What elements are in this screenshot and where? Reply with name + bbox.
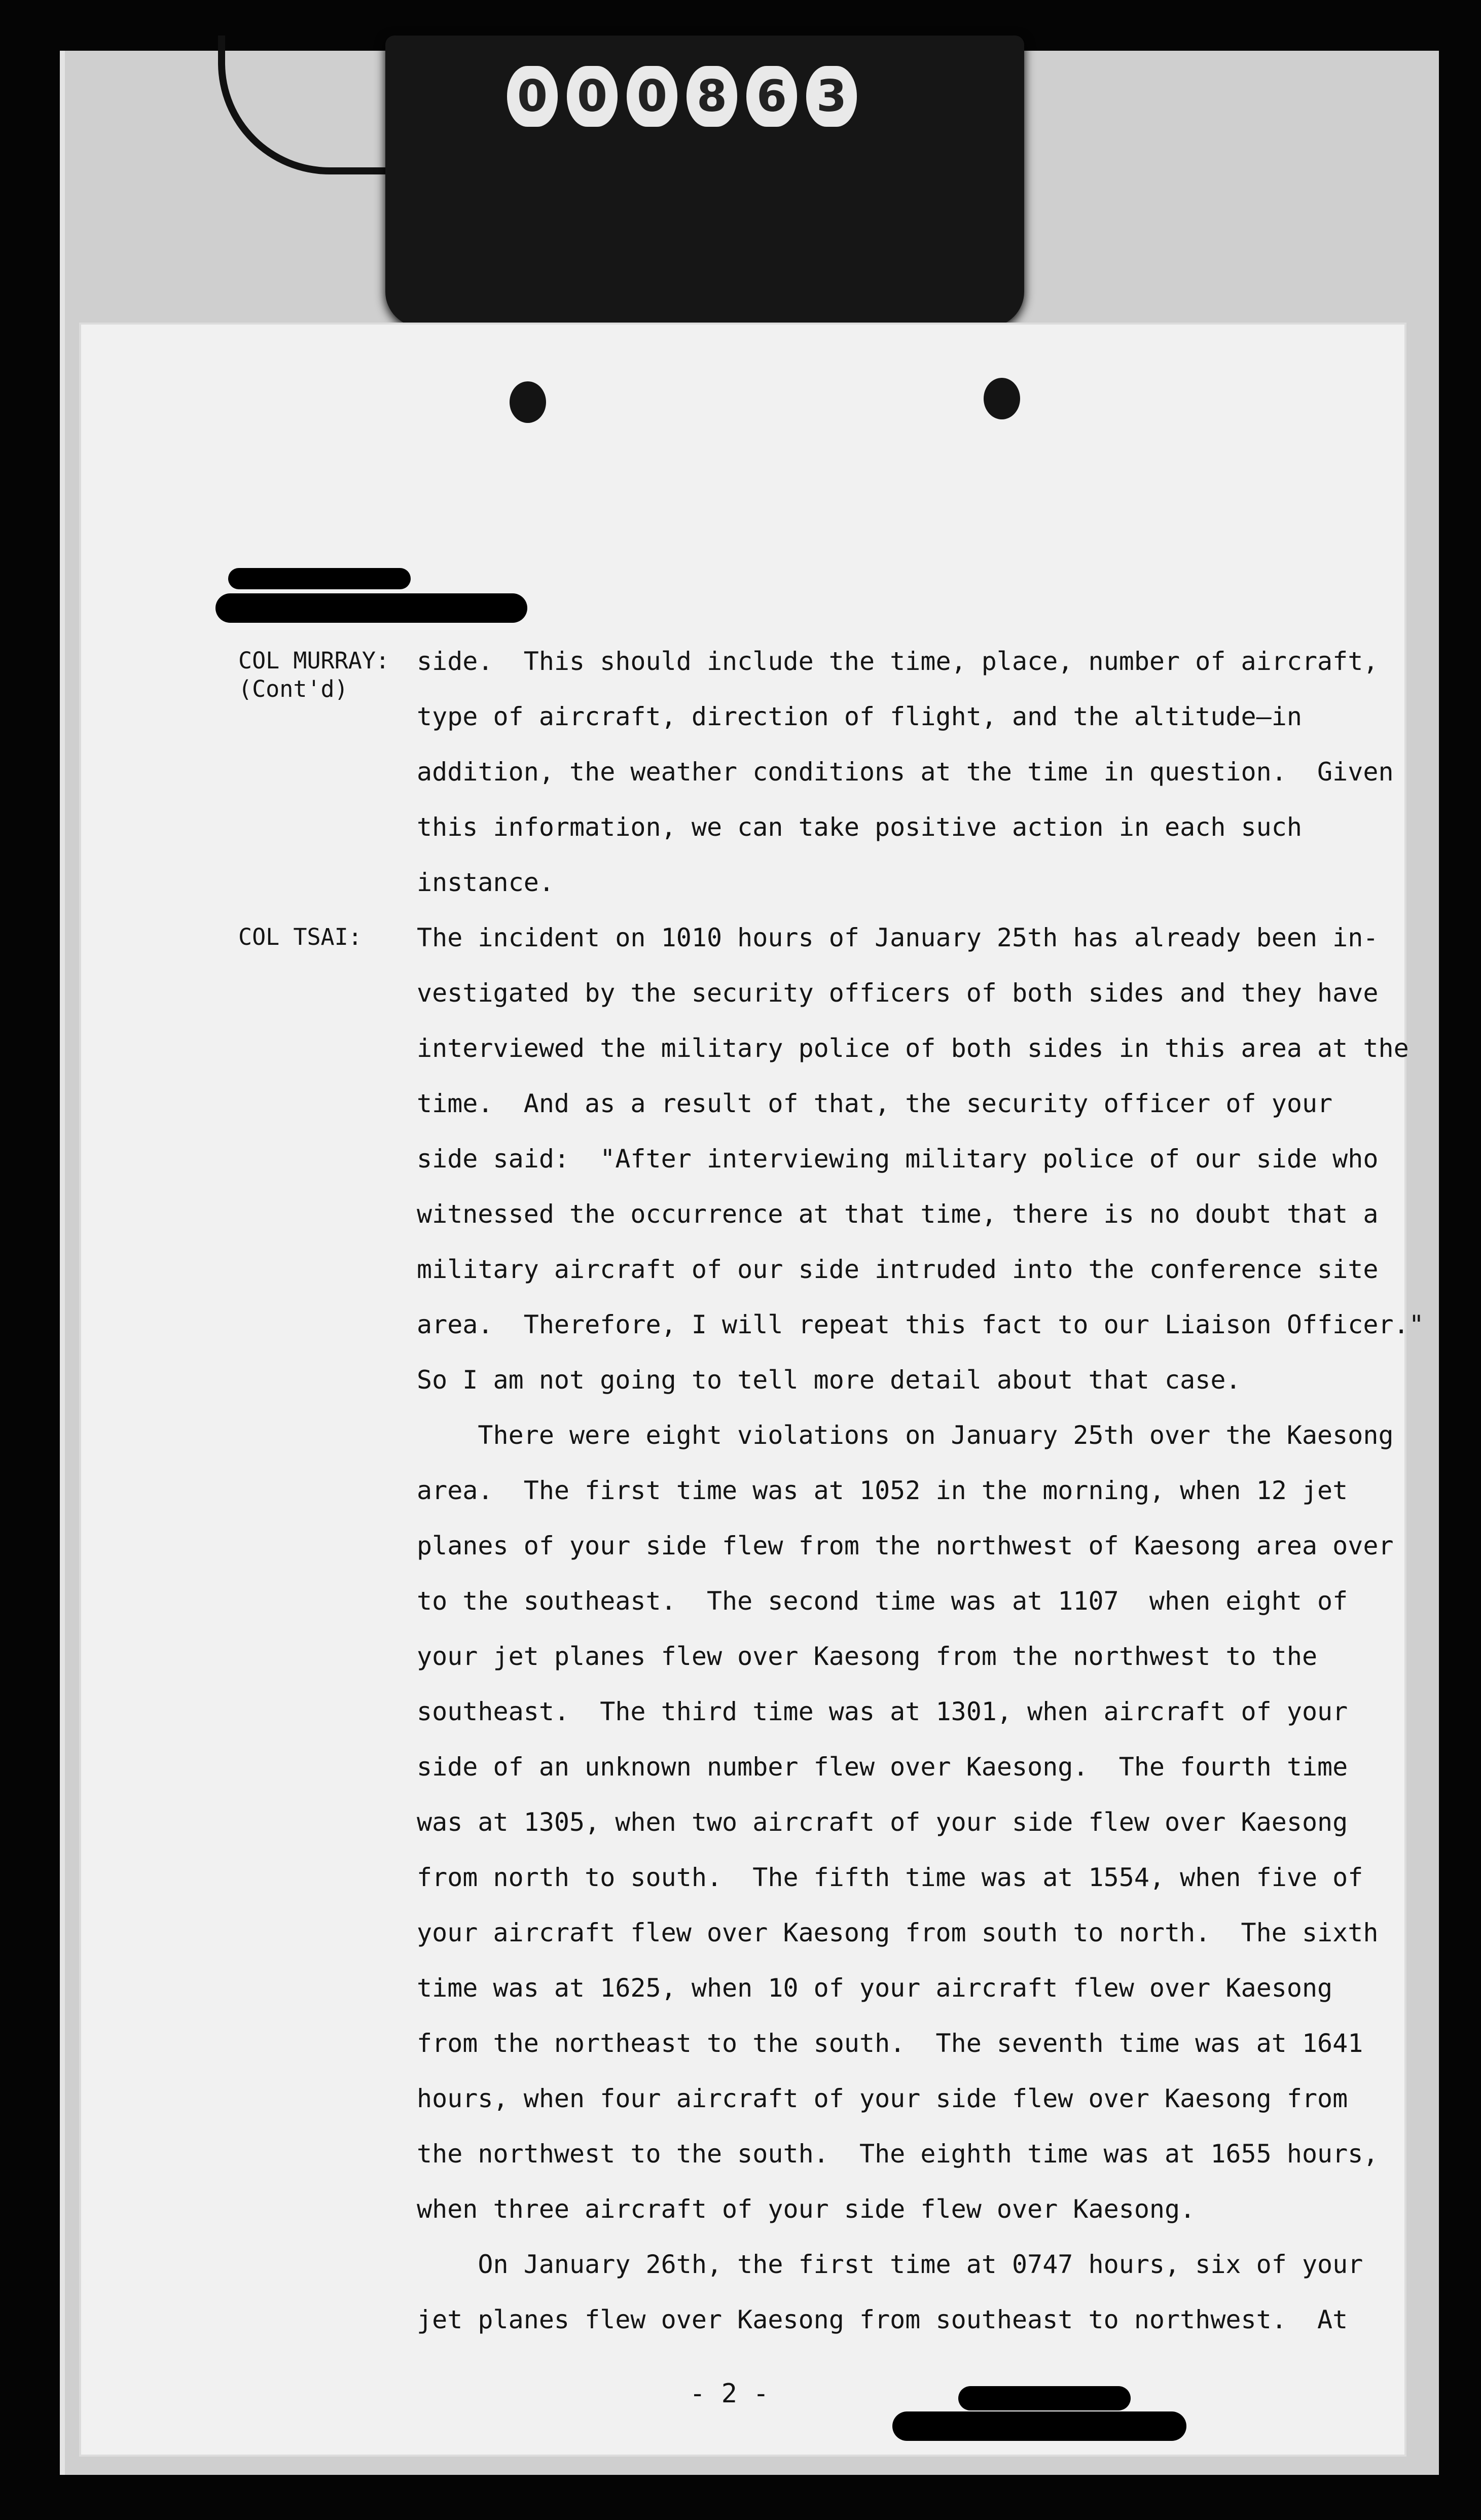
text-line: military aircraft of our side intruded into the conference site — [417, 1255, 1379, 1284]
text-line: area. The first time was at 1052 in the morning, when 12 jet — [417, 1476, 1348, 1505]
counter-digit: 0 — [567, 66, 618, 127]
text-line: your aircraft flew over Kaesong from south to north. The sixth — [417, 1918, 1379, 1947]
speech-murray — [417, 634, 1394, 910]
text-line: vestigated by the security officers of both sides and they have — [417, 978, 1379, 1008]
text-line: addition, the weather conditions at the time in question. Given — [417, 757, 1394, 787]
text-line: The incident on 1010 hours of January 25th has already been in- — [417, 923, 1379, 952]
speech-tsai — [417, 910, 1424, 2348]
text-line: instance. — [417, 868, 554, 897]
text-line: this information, we can take positive action in each such — [417, 812, 1302, 842]
text-line: southeast. The third time was at 1301, when aircraft of your — [417, 1697, 1348, 1726]
text-line: witnessed the occurrence at that time, there is no doubt that a — [417, 1199, 1379, 1229]
speaker-label-tsai: COL TSAI: — [238, 924, 362, 950]
text-line: planes of your side flew from the northwest of Kaesong area over — [417, 1531, 1394, 1560]
redaction-bar-footer-top — [958, 2386, 1131, 2410]
frame-counter-digits — [507, 66, 862, 132]
text-line: when three aircraft of your side flew over Kaesong. — [417, 2194, 1196, 2224]
text-line: jet planes flew over Kaesong from southeast to northwest. At — [417, 2305, 1348, 2334]
punch-hole-left — [510, 381, 546, 423]
text-line: from the northeast to the south. The seventh time was at 1641 — [417, 2029, 1363, 2058]
text-line: interviewed the military police of both sides in this area at the — [417, 1034, 1409, 1063]
text-line: side said: "After interviewing military police of our side who — [417, 1144, 1379, 1174]
counter-digit: 8 — [687, 66, 737, 127]
text-line: was at 1305, when two aircraft of your side flew over Kaesong — [417, 1807, 1348, 1837]
counter-digit: 3 — [806, 66, 857, 127]
text-line: side. This should include the time, place, number of aircraft, — [417, 647, 1379, 676]
text-line: hours, when four aircraft of your side flew over Kaesong from — [417, 2084, 1348, 2113]
redaction-bar-header — [215, 593, 527, 623]
counter-digit: 6 — [746, 66, 797, 127]
text-line: type of aircraft, direction of flight, and the altitude—in — [417, 702, 1302, 731]
text-line: to the southeast. The second time was at 1107 when eight of — [417, 1586, 1348, 1616]
text-line: side of an unknown number flew over Kaesong. The fourth time — [417, 1752, 1348, 1782]
speaker-label-murray: COL MURRAY: (Cont'd) — [238, 647, 390, 702]
text-line: So I am not going to tell more detail about that case. — [417, 1365, 1241, 1395]
text-line: time was at 1625, when 10 of your aircraft flew over Kaesong — [417, 1973, 1333, 2003]
text-line: There were eight violations on January 25th over the Kaesong — [417, 1421, 1394, 1450]
redaction-bar-top — [228, 568, 411, 589]
page-number: - 2 - — [690, 2379, 769, 2409]
counter-digit: 0 — [627, 66, 677, 127]
text-line: the northwest to the south. The eighth time was at 1655 hours, — [417, 2139, 1379, 2169]
text-line: On January 26th, the first time at 0747 hours, six of your — [417, 2250, 1363, 2279]
text-line: your jet planes flew over Kaesong from the northwest to the — [417, 1642, 1318, 1671]
counter-digit: 0 — [507, 66, 558, 127]
text-line: area. Therefore, I will repeat this fact to our Liaison Officer." — [417, 1310, 1424, 1339]
text-line: time. And as a result of that, the security officer of your — [417, 1089, 1333, 1118]
punch-hole-right — [984, 378, 1020, 419]
text-line: from north to south. The fifth time was at 1554, when five of — [417, 1863, 1363, 1892]
redaction-bar-footer — [892, 2411, 1186, 2441]
